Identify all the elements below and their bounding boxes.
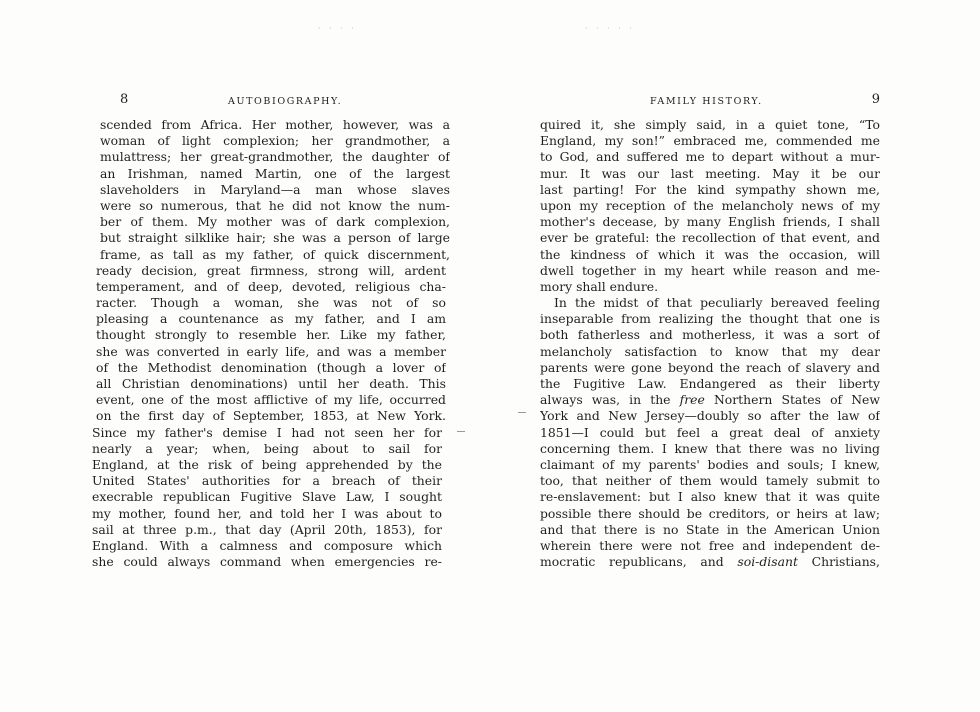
scan-mark — [518, 412, 526, 413]
right-page-header — [540, 92, 880, 108]
scan-mark — [457, 431, 465, 432]
text-line: mulattress; her great-grandmother, the daughter of — [100, 149, 450, 165]
text-line: scended from Africa. Her mother, however, was a — [100, 117, 450, 132]
text-line: inseparable from realizing the thought that one is — [540, 311, 880, 327]
text-line: and that there is no State in the American Union — [540, 521, 880, 537]
text-line: on the first day of September, 1853, at New York. — [96, 408, 446, 424]
text-line: nearly a year; when, being about to sail for — [92, 440, 442, 456]
text-line — [540, 554, 880, 570]
text-line: she was converted in early life, and was a member — [96, 343, 446, 359]
text-line: ready decision, great firmness, strong will, ardent — [96, 262, 446, 278]
text-line: sail at three p.m., that day (April 20th, 1853), for — [92, 521, 442, 537]
text-line: she could always command when emergencies re- — [92, 554, 442, 570]
text-span: mocratic republicans, and — [540, 554, 724, 570]
text-line: Since my father's demise I had not seen her for — [92, 424, 442, 440]
text-line: event, one of the most afflictive of my life, occurred — [96, 392, 446, 408]
text-line: mur. It was our last meeting. May it be our — [540, 165, 880, 181]
text-line: 1851—I could but feel a great deal of anxiety — [540, 424, 880, 440]
text-line: re-enslavement: but I also knew that it was quite — [540, 489, 880, 505]
text-line: of the Methodist denomination (though a lover of — [96, 359, 446, 375]
text-line: quired it, she simply said, in a quiet tone, “To — [540, 117, 880, 132]
text-line: United States' authorities for a breach of their — [92, 473, 442, 489]
text-line: but straight silklike hair; she was a person of large — [100, 230, 450, 246]
text-line: ber of them. My mother was of dark complexion, — [100, 214, 450, 230]
text-line: melancholy satisfaction to know that my dear — [540, 343, 880, 359]
text-line: last parting! For the kind sympathy shown me, — [540, 181, 880, 197]
text-line: claimant of my parents' bodies and souls; I knew, — [540, 456, 880, 472]
scan-speckle: · · · · — [318, 24, 357, 33]
text-line: too, that neither of them would tamely submit to — [540, 473, 880, 489]
running-head: FAMILY HISTORY. — [650, 96, 763, 107]
text-line: In the midst of that peculiarly bereaved feeling — [554, 295, 880, 311]
text-span: Northern States of New — [713, 392, 880, 408]
running-head: AUTOBIOGRAPHY. — [228, 96, 343, 107]
text-line: were so numerous, that he did not know the num- — [100, 197, 450, 213]
text-line: the kindness of which it was the occasion, will — [540, 246, 880, 262]
text-line: dwell together in my heart while reason and me- — [540, 262, 880, 278]
text-line: England. With a calmness and composure which — [92, 537, 442, 553]
text-line: to God, and suffered me to depart without a mur- — [540, 149, 880, 165]
text-line: England, at the risk of being apprehended by the — [92, 456, 442, 472]
left-page — [92, 0, 450, 712]
text-line: mory shall endure. — [540, 278, 659, 294]
text-line: thought strongly to resemble her. Like my father, — [96, 327, 446, 343]
text-line: England, my son!” embraced me, commended me — [540, 133, 880, 149]
page-number: 9 — [871, 92, 880, 107]
text-line: temperament, and of deep, devoted, religious cha- — [96, 278, 446, 294]
text-line: pleasing a countenance as my father, and I am — [96, 311, 446, 327]
text-line: concerning them. I knew that there was no living — [540, 440, 880, 456]
scan-speckle: · · · · · — [585, 24, 635, 33]
text-line: parents were gone beyond the reach of slavery and — [540, 359, 880, 375]
text-line: wherein there were not free and independent de- — [540, 537, 880, 553]
text-line: woman of light complexion; her grandmother, a — [100, 133, 450, 149]
text-line: ever be grateful: the recollection of that event, and — [540, 230, 880, 246]
right-page — [540, 0, 880, 712]
text-span: Christians, — [811, 554, 880, 570]
text-line: my mother, found her, and told her I was about to — [92, 505, 442, 521]
text-line: execrable republican Fugitive Slave Law, I sought — [92, 489, 442, 505]
text-line: slaveholders in Maryland—a man whose slaves — [100, 181, 450, 197]
left-page-header — [100, 92, 450, 108]
right-page-body — [540, 117, 880, 570]
text-line: possible there should be creditors, or heirs at law; — [540, 505, 880, 521]
text-line: frame, as tall as my father, of quick discernment, — [100, 246, 450, 262]
text-line: racter. Though a woman, she was not of so — [96, 295, 446, 311]
left-page-body — [92, 117, 450, 570]
page-number: 8 — [120, 92, 129, 107]
text-line: York and New Jersey—doubly so after the law of — [540, 408, 880, 424]
text-line: mother's decease, by many English friends, I shall — [540, 214, 880, 230]
text-line: an Irishman, named Martin, one of the largest — [100, 165, 450, 181]
text-line — [540, 392, 880, 408]
text-line: the Fugitive Law. Endangered as their liberty — [540, 376, 880, 391]
text-line: all Christian denominations) until her death. This — [96, 376, 446, 391]
text-span: always was, in the — [540, 392, 671, 408]
italic-word: free — [679, 392, 705, 408]
text-line: upon my reception of the melancholy news of my — [540, 197, 880, 213]
italic-word: soi-disant — [737, 554, 798, 570]
text-line: both fatherless and motherless, it was a sort of — [540, 327, 880, 343]
